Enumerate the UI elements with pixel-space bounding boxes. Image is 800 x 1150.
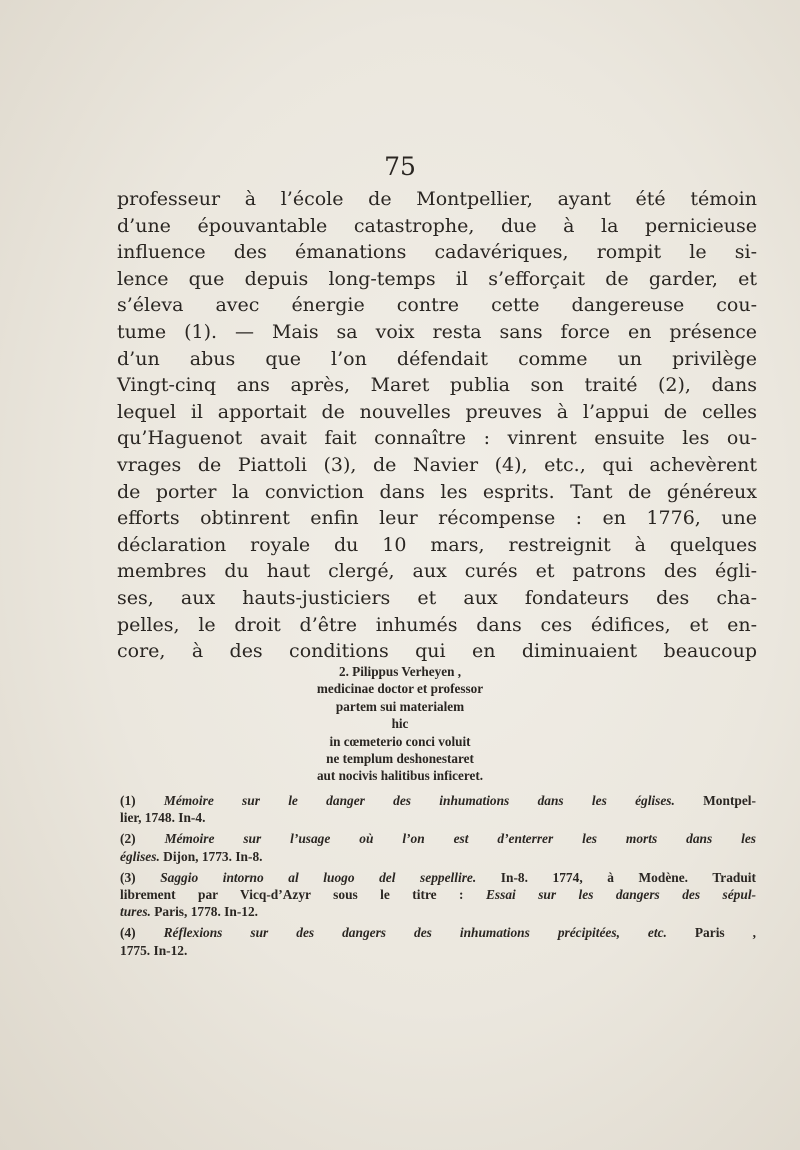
text-line: qu’Haguenot avait fait connaître : vinrent ensuite les ou- — [117, 427, 757, 450]
footnote-detail: Montpel- — [703, 793, 756, 808]
footnote-detail: Paris , — [694, 925, 756, 941]
footnote-title: Essai sur les dangers des sépul- — [485, 886, 757, 902]
text-line: vrages de Piattoli (3), de Navier (4), etc., qui achevèrent — [117, 453, 757, 476]
footnote-line — [120, 886, 756, 903]
footnote-line — [120, 830, 756, 847]
footnote-title: Saggio intorno al luogo del seppellire. — [160, 869, 477, 885]
footnote-detail: librement par Vicq-d’Azyr sous le titre : — [120, 886, 464, 902]
footnote-title: églises. — [120, 848, 160, 864]
footnote-2 — [120, 830, 756, 864]
footnote-marker: (2) — [120, 831, 136, 847]
text-line: ses, aux hauts-justiciers et aux fondateurs des cha- — [117, 586, 757, 609]
footnote-marker: (4) — [120, 925, 136, 941]
epitaph-line: ne templum deshonestaret — [326, 750, 474, 766]
text-line: professeur à l’école de Montpellier, ayant été témoin — [117, 188, 757, 210]
footnote-title: Réflexions sur des dangers des inhumations précipitées, etc. — [163, 925, 667, 941]
footnote-3 — [120, 869, 756, 921]
page-number: 75 — [384, 152, 416, 181]
footnote-detail: Paris, 1778. In-12. — [154, 904, 259, 920]
footnote-title: Mémoire sur le danger des inhumations dans les églises. — [163, 793, 675, 808]
footnote-line — [120, 848, 756, 865]
footnote-4 — [120, 924, 756, 958]
epitaph-inscription — [0, 663, 800, 785]
text-line: d’un abus que l’on défendait comme un privilège — [117, 347, 757, 370]
text-line: efforts obtinrent enfin leur récompense : en 1776, une — [117, 507, 757, 530]
footnote-line — [120, 792, 756, 809]
text-line: de porter la conviction dans les esprits. Tant de généreux — [117, 480, 757, 503]
epitaph-line: partem sui materialem — [335, 698, 465, 714]
text-line: s’éleva avec énergie contre cette dangereuse cou- — [117, 294, 757, 317]
text-line: influence des émanations cadavériques, rompit le si- — [117, 241, 757, 264]
text-line: membres du haut clergé, aux curés et patrons des égli- — [117, 560, 757, 583]
footnote-detail: Dijon, 1773. In-8. — [163, 848, 263, 864]
text-line: core, à des conditions qui en diminuaient beaucoup — [117, 640, 757, 663]
footnote-line — [120, 869, 756, 886]
footnote-detail: In-8. 1774, à Modène. Traduit — [500, 869, 756, 885]
text-line: Vingt-cinq ans après, Maret publia son traité (2), dans — [117, 374, 757, 397]
text-line: tume (1). — Mais sa voix resta sans force en présence — [117, 320, 757, 343]
body-text — [117, 186, 757, 665]
epitaph-line: 2. Pilippus Verheyen , — [338, 664, 461, 679]
footnote-marker: (3) — [120, 869, 136, 885]
epitaph-line: aut nocivis halitibus inficeret. — [316, 768, 484, 784]
footnote-line — [120, 903, 756, 920]
footnote-title: Mémoire sur l’usage où l’on est d’enterrer les morts dans les — [164, 831, 756, 847]
epitaph-line: medicinae doctor et professor — [316, 681, 484, 697]
text-line: lequel il apportait de nouvelles preuves à l’appui de celles — [117, 400, 757, 423]
epitaph-line: hic — [391, 716, 409, 732]
epitaph-line: in cœmeterio conci voluit — [329, 733, 471, 749]
text-line: pelles, le droit d’être inhumés dans ces édifices, et en- — [117, 613, 757, 636]
footnote-marker: (1) — [120, 793, 136, 808]
footnote-line — [120, 924, 756, 941]
footnote-title: tures. — [120, 904, 151, 920]
footnote-line: 1775. In-12. — [120, 942, 188, 958]
text-line: déclaration royale du 10 mars, restreignit à quelques — [117, 533, 757, 556]
text-line: d’une épouvantable catastrophe, due à la pernicieuse — [117, 214, 757, 237]
footnote-1 — [120, 792, 756, 826]
footnote-line: lier, 1748. In-4. — [120, 810, 206, 826]
footnotes — [120, 792, 756, 963]
text-line: lence que depuis long-temps il s’efforçait de garder, et — [117, 267, 757, 290]
